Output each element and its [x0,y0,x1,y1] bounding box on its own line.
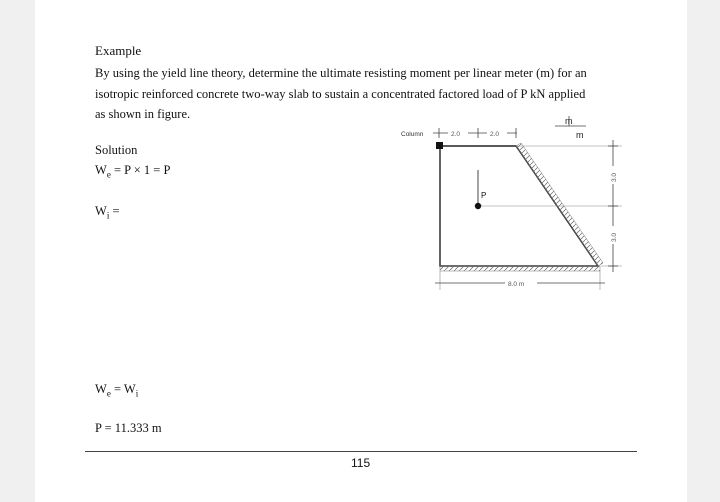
solution-label: Solution [95,143,138,157]
hatched-support-diagonal [516,143,603,266]
dim-right-2: 3.0 [611,232,618,242]
column-label: Column [401,131,424,138]
footer-rule [85,451,637,452]
load-point-marker [475,203,481,209]
dim-right-1: 3.0 [611,172,618,182]
external-work-equation: $W_e = P \times 1 = P$ [95,163,171,180]
dim-top-2: 2.0 [490,131,500,138]
moment-label-bottom: m [576,130,584,140]
internal-work-equation: $W_i$ = [95,204,120,221]
example-heading: Example [95,43,142,58]
problem-line-1: By using the yield line theory, determine the ultimate resisting moment per linear meter (m) for an [95,66,587,80]
hatched-support-bottom [440,266,600,271]
dim-top-1: 2.0 [451,131,461,138]
column-marker [436,142,443,149]
dim-bottom: 8.0 m [508,281,525,288]
problem-line-3: as shown in figure. [95,107,191,121]
load-label: P [481,191,487,200]
page-number: 115 [351,456,371,470]
work-balance-equation: $W_e = W_i$ [95,382,139,399]
document-page [35,0,687,502]
slab-figure [35,0,687,502]
result-equation: P = 11.333 m [95,421,162,435]
moment-label-top: m [565,116,573,126]
problem-line-2: isotropic reinforced concrete two-way slab to sustain a concentrated factored load of P kN applied [95,86,586,101]
